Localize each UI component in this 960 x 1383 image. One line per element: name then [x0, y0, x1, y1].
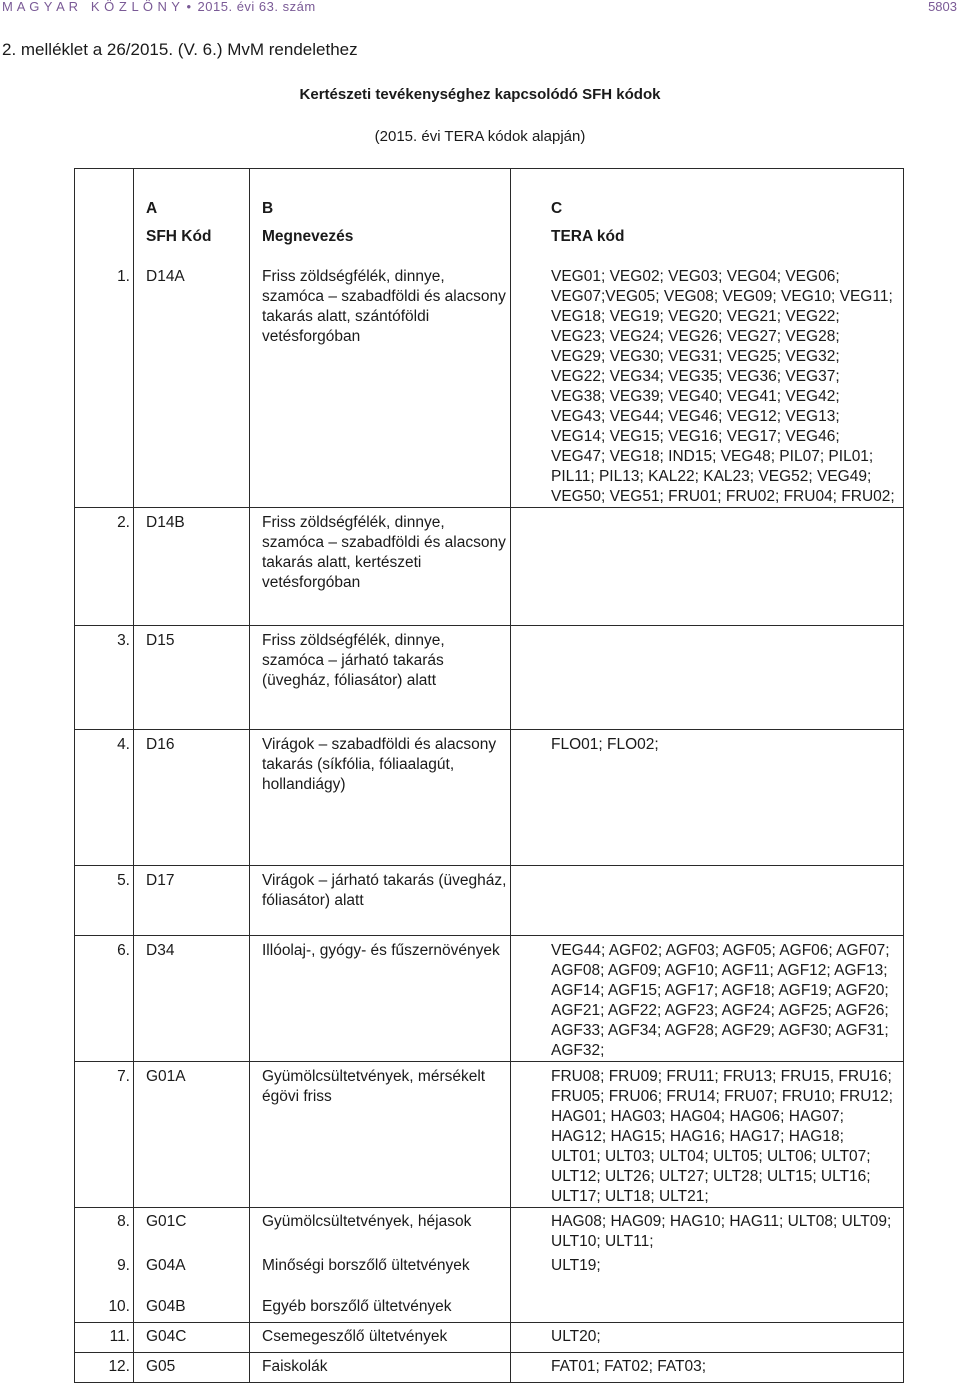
- page-number: 5803: [928, 0, 957, 14]
- row-name: Csemegeszőlő ültetvények: [250, 1323, 511, 1353]
- row-name: Gyümölcsültetvények, héjasok: [250, 1207, 511, 1252]
- tera-codes: VEG01; VEG02; VEG03; VEG04; VEG06; VEG07;VEG05; VEG08; VEG09; VEG10; VEG11; VEG18; VEG19; VEG20; VEG21; VEG22; VEG23; VEG24; VEG26; VEG27; VEG28; VEG29; VEG30; VEG31; VEG25; VEG32; VEG22; VEG34; VEG35; VEG36; VEG37; VEG38; VEG39; VEG40; VEG41; VEG42; VEG43; VEG44; VEG46; VEG12; VEG13; VEG14; VEG15; VEG16; VEG17; VEG46; VEG47; VEG18; IND15; VEG48; PIL07; PIL01; PIL11; PIL13; KAL22; KAL23; VEG52; VEG49; VEG50; VEG51; FRU01; FRU02; FRU04; FRU02;: [511, 267, 904, 508]
- row-number: 10.: [75, 1293, 134, 1323]
- tera-codes: [511, 865, 904, 935]
- header-tera-code: TERA kód: [511, 227, 904, 267]
- tera-codes: FRU08; FRU09; FRU11; FRU13; FRU15, FRU16; FRU05; FRU06; FRU14; FRU07; FRU10; FRU12; HAG01; HAG03; HAG04; HAG06; HAG07; HAG12; HAG15; HAG16; HAG17; HAG18; ULT01; ULT03; ULT04; ULT05; ULT06; ULT07; ULT12; ULT26; ULT27; ULT28; ULT15; ULT16; ULT17; ULT18; ULT21;: [511, 1061, 904, 1207]
- page-header: [0, 0, 960, 18]
- table-row: [75, 1323, 904, 1353]
- sfh-code: D15: [134, 625, 250, 729]
- corner-cell: [75, 169, 134, 227]
- row-number: 2.: [75, 507, 134, 625]
- row-number: 4.: [75, 729, 134, 865]
- sfh-code: G01A: [134, 1061, 250, 1207]
- tera-codes: ULT19;: [511, 1252, 904, 1293]
- header-name: Megnevezés: [250, 227, 511, 267]
- row-number: 6.: [75, 935, 134, 1061]
- issue-label: 2015. évi 63. szám: [197, 0, 316, 14]
- sfh-code-table: [74, 168, 904, 1383]
- table-row: [75, 729, 904, 865]
- row-name: Friss zöldségfélék, dinnye, szamóca – szabadföldi és alacsony takarás alatt, kertészeti vetésforgóban: [250, 507, 511, 625]
- tera-codes: ULT20;: [511, 1323, 904, 1353]
- column-letter-a: A: [134, 169, 250, 227]
- sfh-code: G04C: [134, 1323, 250, 1353]
- annex-title: 2. melléklet a 26/2015. (V. 6.) MvM rendelethez: [2, 40, 358, 59]
- table-row: [75, 865, 904, 935]
- column-letter-b: B: [250, 169, 511, 227]
- table-row: [75, 1252, 904, 1293]
- tera-codes: VEG44; AGF02; AGF03; AGF05; AGF06; AGF07; AGF08; AGF09; AGF10; AGF11; AGF12; AGF13; AGF14; AGF15; AGF17; AGF18; AGF19; AGF20; AGF21; AGF22; AGF23; AGF24; AGF25; AGF26; AGF33; AGF34; AGF28; AGF29; AGF30; AGF31; AGF32;: [511, 935, 904, 1061]
- row-number: 8.: [75, 1207, 134, 1252]
- row-name: Friss zöldségfélék, dinnye, szamóca – szabadföldi és alacsony takarás alatt, szántóföldi vetésforgóban: [250, 267, 511, 508]
- row-name: Egyéb borszőlő ültetvények: [250, 1293, 511, 1323]
- table-row: [75, 267, 904, 508]
- sfh-code: G01C: [134, 1207, 250, 1252]
- header-sfh-code: SFH Kód: [134, 227, 250, 267]
- row-name: Faiskolák: [250, 1353, 511, 1383]
- sfh-code: D34: [134, 935, 250, 1061]
- row-number: 12.: [75, 1353, 134, 1383]
- table-row: [75, 507, 904, 625]
- row-name: Virágok – járható takarás (üvegház, fóliasátor) alatt: [250, 865, 511, 935]
- sfh-code: G04A: [134, 1252, 250, 1293]
- column-header-row: [75, 227, 904, 267]
- row-name: Friss zöldségfélék, dinnye, szamóca – járható takarás (üvegház, fóliasátor) alatt: [250, 625, 511, 729]
- document-title: Kertészeti tevékenységhez kapcsolódó SFH kódok: [299, 86, 661, 103]
- document-subtitle: (2015. évi TERA kódok alapján): [374, 128, 586, 145]
- row-number: 7.: [75, 1061, 134, 1207]
- tera-codes: [511, 625, 904, 729]
- separator-dot-icon: •: [186, 0, 192, 14]
- row-name: Illóolaj-, gyógy- és fűszernövények: [250, 935, 511, 1061]
- sfh-code: D14B: [134, 507, 250, 625]
- row-number: 11.: [75, 1323, 134, 1353]
- publication-name: M A G Y A R K Ö Z L Ö N Y: [2, 0, 181, 14]
- publication-line: [2, 0, 316, 14]
- column-letter-row: [75, 169, 904, 227]
- row-number: 1.: [75, 267, 134, 508]
- tera-codes: FAT01; FAT02; FAT03;: [511, 1353, 904, 1383]
- table-row: [75, 1207, 904, 1252]
- tera-codes: FLO01; FLO02;: [511, 729, 904, 865]
- column-letter-c: C: [511, 169, 904, 227]
- tera-codes: [511, 1293, 904, 1323]
- table-row: [75, 1293, 904, 1323]
- row-number: 9.: [75, 1252, 134, 1293]
- sfh-code: G04B: [134, 1293, 250, 1323]
- row-name: Minőségi borszőlő ültetvények: [250, 1252, 511, 1293]
- row-name: Gyümölcsültetvények, mérsékelt égövi friss: [250, 1061, 511, 1207]
- tera-codes: [511, 507, 904, 625]
- tera-codes: HAG08; HAG09; HAG10; HAG11; ULT08; ULT09; ULT10; ULT11;: [511, 1207, 904, 1252]
- row-name: Virágok – szabadföldi és alacsony takarás (síkfólia, fóliaalagút, hollandiágy): [250, 729, 511, 865]
- table-row: [75, 935, 904, 1061]
- sfh-code: D16: [134, 729, 250, 865]
- table-row: [75, 625, 904, 729]
- table-row: [75, 1061, 904, 1207]
- row-number: 5.: [75, 865, 134, 935]
- sfh-code: G05: [134, 1353, 250, 1383]
- sfh-code: D17: [134, 865, 250, 935]
- sfh-code: D14A: [134, 267, 250, 508]
- row-number: 3.: [75, 625, 134, 729]
- header-num-cell: [75, 227, 134, 267]
